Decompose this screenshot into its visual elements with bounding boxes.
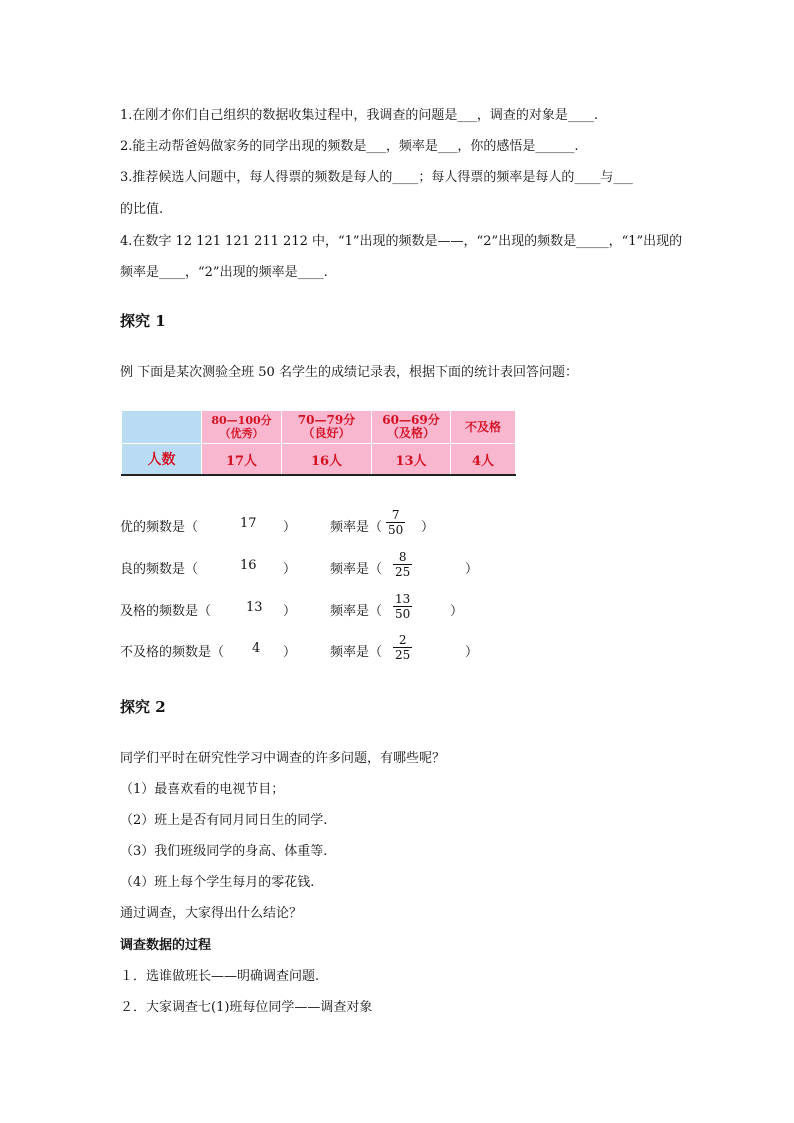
header-good-range: 70—79分 (297, 413, 356, 427)
answer-close: ） (283, 645, 297, 660)
freq-denominator: 25 (395, 648, 411, 662)
answer-close: ） (283, 520, 297, 535)
freq-label: 频率是（ (330, 645, 383, 660)
answer-label: 优的频数是（ (120, 520, 199, 535)
question-3: 3.推荐候选人问题中，每人得票的频数是每人的____；每人得票的频率是每人的____与___ (120, 170, 633, 185)
question-3-continued: 的比值. (120, 202, 164, 217)
freq-denominator: 50 (395, 607, 411, 621)
freq-fraction (386, 508, 405, 537)
header-pass-range: 60—69分 (382, 413, 440, 427)
freq-numerator: 7 (391, 508, 400, 522)
header-excellent-label: （优秀） (219, 427, 264, 440)
freq-numerator: 13 (395, 592, 411, 606)
score-table-count-row (122, 444, 516, 476)
section1-example: 例 下面是某次测验全班 50 名学生的成绩记录表，根据下面的统计表回答问题： (120, 365, 578, 380)
question-4: 4.在数字 12 121 121 211 212 中，“1”出现的频数是——，“2”出现的频数是_____，“1”出现的 (120, 234, 683, 249)
count-excellent: 17人 (202, 444, 282, 476)
section2-item-3: （3）我们班级同学的身高、体重等. (120, 844, 328, 859)
freq-label: 频率是（ (330, 520, 383, 535)
answer-label: 良的频数是（ (120, 562, 199, 577)
freq-denominator: 50 (388, 523, 404, 537)
count-pass: 13人 (372, 444, 451, 476)
count-good: 16人 (282, 444, 372, 476)
freq-fraction (393, 592, 412, 621)
freq-close: ） (465, 645, 479, 660)
header-pass-label: （及格） (386, 426, 435, 440)
freq-label: 频率是（ (330, 562, 383, 577)
score-table-header-row (122, 411, 516, 444)
header-good-label: （良好） (302, 426, 351, 440)
header-excellent-range: 80—100分 (211, 414, 272, 427)
section1-title: 探究 1 (120, 312, 166, 330)
header-excellent (202, 411, 282, 444)
freq-close: ） (450, 604, 464, 619)
freq-numerator: 2 (398, 633, 407, 647)
header-fail-label: 不及格 (464, 419, 501, 434)
answer-count: 13 (246, 600, 263, 615)
row-label: 人数 (122, 444, 202, 476)
answer-label: 不及格的频数是（ (120, 645, 225, 660)
freq-denominator: 25 (395, 565, 411, 579)
header-pass (372, 411, 451, 444)
header-good (282, 411, 372, 444)
answer-close: ） (283, 562, 297, 577)
freq-fraction (393, 550, 412, 579)
answer-count: 17 (240, 516, 257, 531)
freq-label: 频率是（ (330, 604, 383, 619)
answer-label: 及格的频数是（ (120, 604, 212, 619)
question-1: 1.在刚才你们自己组织的数据收集过程中，我调查的问题是___，调查的对象是____. (120, 108, 599, 123)
section2-item-2: （2）班上是否有同月同日生的同学. (120, 813, 328, 828)
process-title: 调查数据的过程 (120, 938, 212, 953)
header-fail (451, 411, 516, 444)
count-fail: 4人 (451, 444, 516, 476)
section2-intro: 同学们平时在研究性学习中调查的许多问题，有哪些呢？ (120, 751, 446, 766)
freq-numerator: 8 (398, 550, 407, 564)
section2-item-1: （1）最喜欢看的电视节目； (120, 782, 285, 797)
section2-title: 探究 2 (120, 698, 166, 716)
process-step-1: １．选谁做班长——明确调查问题. (120, 969, 320, 984)
process-step-2: ２．大家调查七(1)班每位同学——调查对象 (120, 1000, 373, 1015)
score-table-corner (122, 411, 202, 444)
section2-conclusion: 通过调查，大家得出什么结论？ (120, 906, 303, 921)
question-2: 2.能主动帮爸妈做家务的同学出现的频数是___，频率是___，你的感悟是______. (120, 139, 579, 154)
answer-close: ） (283, 604, 297, 619)
section2-item-4: （4）班上每个学生每月的零花钱. (120, 875, 315, 890)
score-table (121, 410, 516, 476)
answer-count: 4 (252, 641, 261, 656)
freq-close: ） (465, 562, 479, 577)
question-4-continued: 频率是____，“2”出现的频率是____. (120, 265, 328, 280)
answer-count: 16 (240, 558, 257, 573)
freq-fraction (393, 633, 412, 662)
freq-close: ） (421, 520, 435, 535)
